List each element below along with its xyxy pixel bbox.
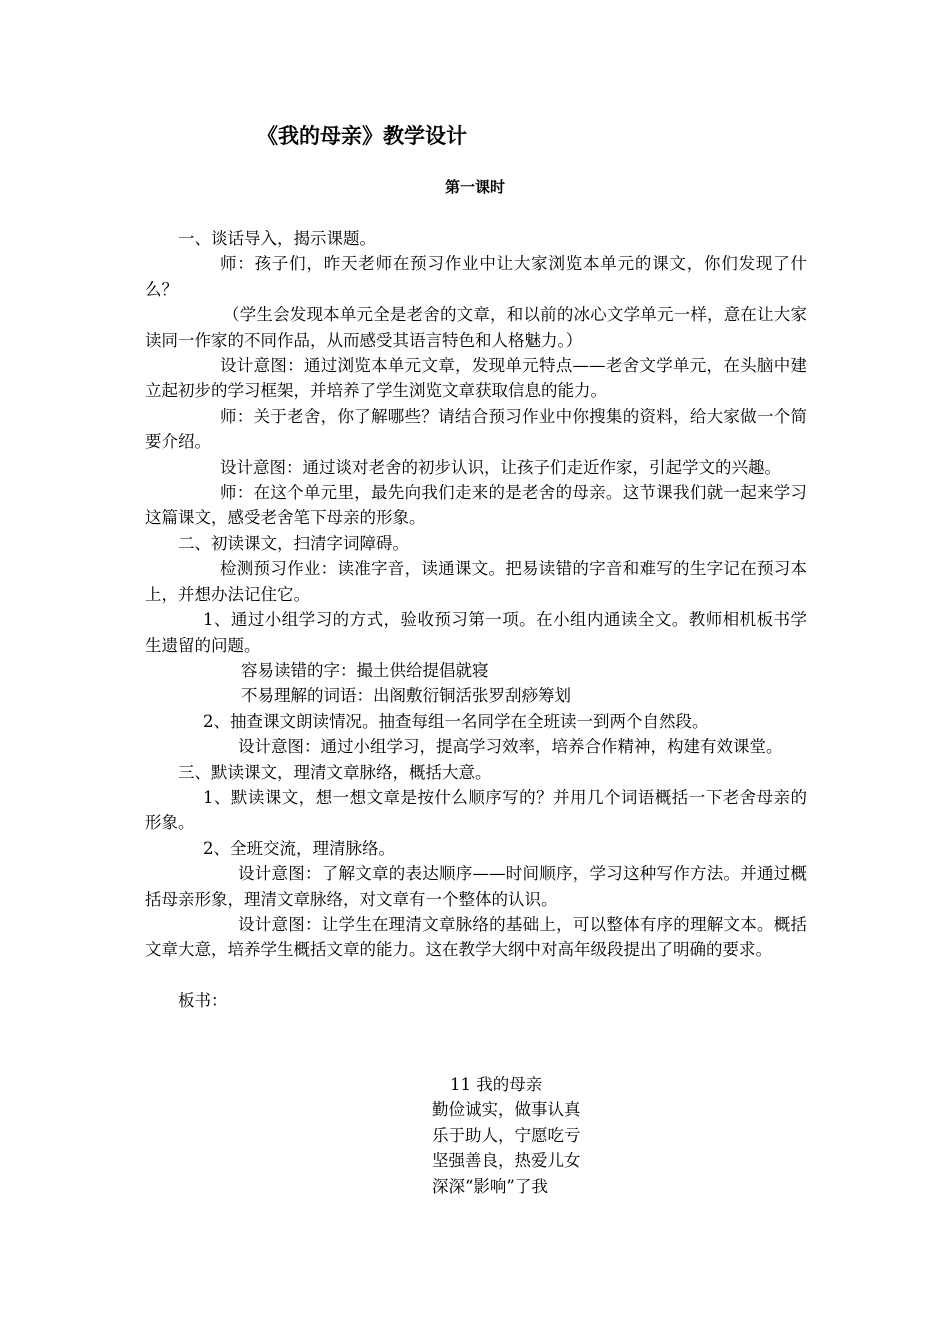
design-intent: 设计意图：通过浏览本单元文章，发现单元特点——老舍文学单元，在头脑中建立起初步的学习框架，并培养了学生浏览文章获取信息的能力。 (145, 356, 807, 401)
blackboard-summary (432, 1072, 581, 1199)
board-line: 深深“影响”了我 (432, 1176, 548, 1196)
teacher-line: 师：在这个单元里，最先向我们走来的是老舍的母亲。这节课我们就一起来学习这篇课文，感受老舍笔下母亲的形象。 (145, 483, 807, 528)
document-page: 《我的母亲》教学设计 第一课时 一、谈话导入，揭示课题。 师：孩子们，昨天老师在预习作业中让大家浏览本单元的课文，你们发现了什么？ （学生会发现本单元全是老舍的文章，和以前的冰心文学单元一样，意在让大家读同一作家的不同作品，从而感受其语言特色和人格魅力。） 设计意图：通过浏览本单元文章，发现单元特点——老舍文学单元，在头脑中建立起初步的学习框架，并培养了学生浏览文章获取信息的能力。 师：关于老舍，你了解哪些？请结合预习作业中你搜集的资料，给大家做一个简要介绍。 设计意图：通过谈对老舍的初步认识，让孩子们走近作家，引起学文的兴趣。 师：在这个单元里，最先向我们走来的是老舍的母亲。这节课我们就一起来学习这篇课文，感受老舍笔下母亲的形象。 二、初读课文，扫清字词障碍。 检测预习作业：读准字音，读通课文。把易读错的字音和难写的生字记在预习本上，并想办法记住它。 1、通过小组学习的方式，验收预习第一项。在小组内通读全文。教师相机板书学生遗留的问题。 容易读错的字：撮土供给提倡就寝 不易理解的词语：出阁敷衍铜活张罗刮痧筹划 2、抽查课文朗读情况。抽查每组一名同学在全班读一到两个自然段。 设计意图：通过小组学习，提高学习效率，培养合作精神，构建有效课堂。 三、默读课文，理清文章脉络，概括大意。 1、默读课文，想一想文章是按什么顺序写的？并用几个词语概括一下老舍母亲的形象。 2、全班交流，理清脉络。 设计意图：了解文章的表达顺序——时间顺序，学习这种写作方法。并通过概括母亲形象，理清文章脉络，对文章有一个整体的认识。 设计意图：让学生在理清文章脉络的基础上，可以整体有序的理解文本。概括文章大意，培养学生概括文章的能力。这在教学大纲中对高年级段提出了明确的要求。 板书： 11 我的母亲 勤俭诚实，做事认真 乐于助人，宁愿吃亏 坚强善良，热爱儿女 深深“影响”了我 (0, 0, 950, 1344)
board-line: 乐于助人，宁愿吃亏 (432, 1125, 581, 1145)
teacher-line: 师：关于老舍，你了解哪些？请结合预习作业中你搜集的资料，给大家做一个简要介绍。 (145, 406, 807, 452)
design-intent: 设计意图：了解文章的表达顺序——时间顺序，学习这种写作方法。并通过概括母亲形象，理清文章脉络，对文章有一个整体的认识。 (145, 864, 807, 909)
design-intent: 设计意图：通过小组学习，提高学习效率，培养合作精神，构建有效课堂。 (238, 737, 783, 757)
board-label: 板书： (178, 990, 228, 1010)
teacher-line: 师：孩子们，昨天老师在预习作业中让大家浏览本单元的课文，你们发现了什么？ (145, 254, 807, 299)
word-list: 不易理解的词语：出阁敷衍铜活张罗刮痧筹划 (241, 686, 571, 706)
design-intent: 设计意图：让学生在理清文章脉络的基础上，可以整体有序的理解文本。概括文章大意，培养学生概括文章的能力。这在教学大纲中对高年级段提出了明确的要求。 (145, 914, 807, 960)
design-intent: 设计意图：通过谈对老舍的初步认识，让孩子们走近作家，引起学文的兴趣。 (220, 457, 781, 477)
paragraph: 检测预习作业：读准字音，读通课文。把易读错的字音和难写的生字记在预习本上，并想办法记住它。 (145, 559, 807, 604)
paragraph: 1、通过小组学习的方式，验收预习第一项。在小组内通读全文。教师相机板书学生遗留的问题。 (145, 610, 807, 655)
lesson-body (145, 226, 807, 1013)
student-note: （学生会发现本单元全是老舍的文章，和以前的冰心文学单元一样，意在让大家读同一作家的不同作品，从而感受其语言特色和人格魅力。） (145, 305, 807, 350)
board-title: 11 我的母亲 (450, 1075, 543, 1094)
paragraph: 1、默读课文，想一想文章是按什么顺序写的？并用几个词语概括一下老舍母亲的形象。 (145, 787, 807, 833)
section-heading: 一、谈话导入，揭示课题。 (178, 229, 376, 248)
board-line: 勤俭诚实，做事认真 (432, 1100, 581, 1120)
board-line: 坚强善良，热爱儿女 (432, 1151, 581, 1171)
lesson-subtitle: 第一课时 (444, 178, 505, 196)
paragraph: 2、全班交流，理清脉络。 (203, 838, 395, 858)
section-heading: 二、初读课文，扫清字词障碍。 (178, 533, 409, 553)
section-heading: 三、默读课文，理清文章脉络，概括大意。 (178, 762, 492, 782)
word-list: 容易读错的字：撮土供给提倡就寝 (241, 660, 489, 680)
paragraph: 2、抽查课文朗读情况。抽查每组一名同学在全班读一到两个自然段。 (203, 711, 709, 731)
